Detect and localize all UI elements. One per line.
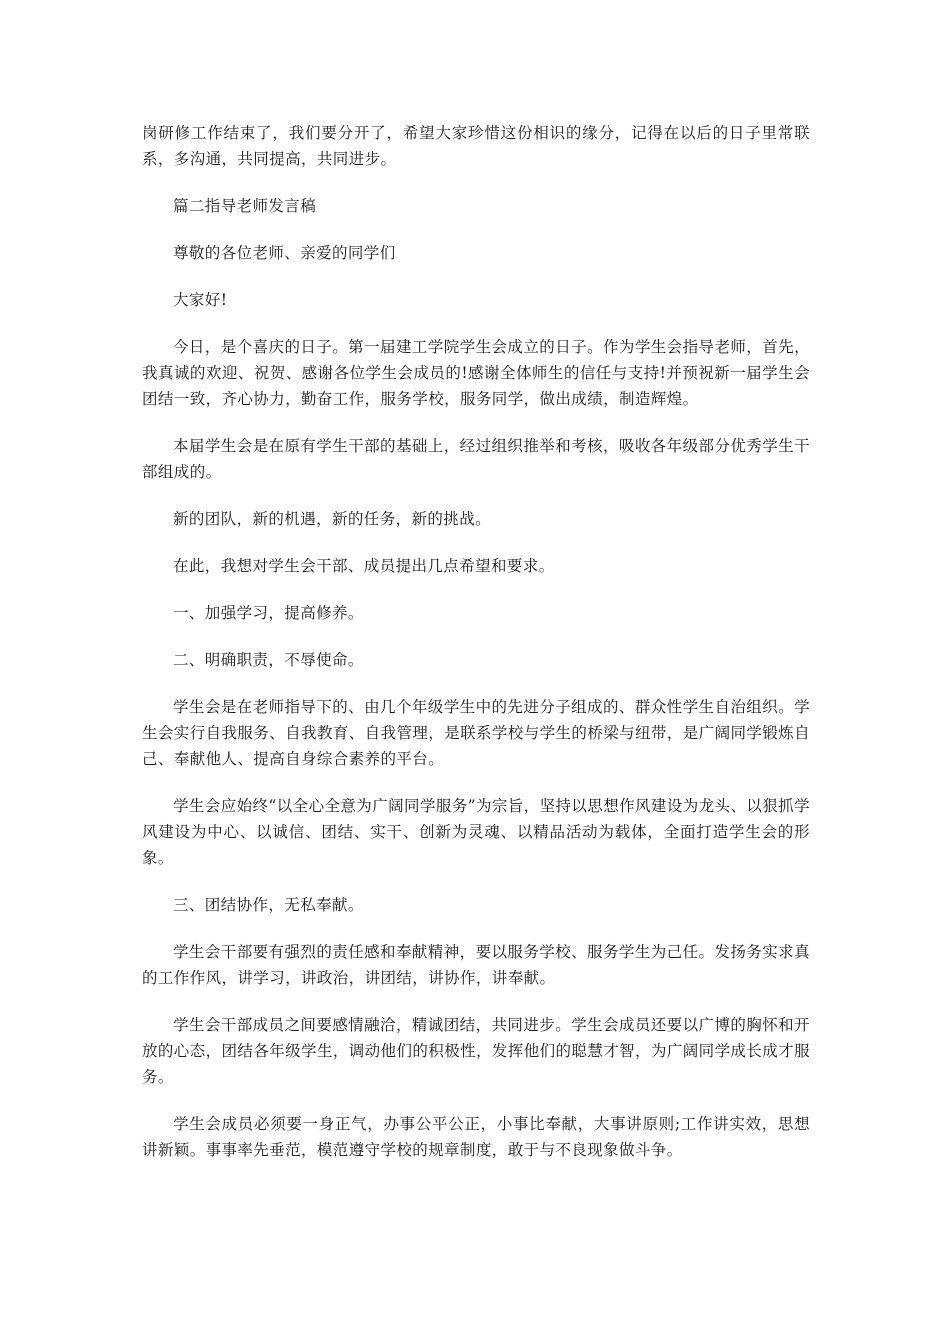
point-three-heading: 三、团结协作，无私奉献。	[173, 896, 364, 914]
paragraph-expectations: 在此，我想对学生会干部、成员提出几点希望和要求。	[173, 557, 555, 575]
section-heading: 篇二指导老师发言稿	[173, 197, 317, 215]
paragraph-opening: 今日，是个喜庆的日子。第一届建工学院学生会成立的日子。作为学生会指导老师，首先，我真诚的欢迎、祝贺、感谢各位学生会成员的!感谢全体师生的信任与支持!并预祝新一届学生会团结一致，齐心协力，勤奋工作，服务学校，服务同学，做出成绩，制造辉煌。	[142, 338, 810, 408]
paragraph-new-team: 新的团队，新的机遇，新的任务，新的挑战。	[173, 510, 492, 528]
document-body	[142, 120, 810, 1163]
paragraph-responsibility: 学生会干部要有强烈的责任感和奉献精神，要以服务学校、服务学生为己任。发扬务实求真的工作作风，讲学习，讲政治，讲团结，讲协作，讲奉献。	[142, 943, 810, 987]
greeting: 大家好!	[173, 291, 228, 309]
paragraph-student-union-role: 学生会是在老师指导下的、由几个年级学生中的先进分子组成的、群众性学生自治组织。学生会实行自我服务、自我教育、自我管理，是联系学校与学生的桥梁与纽带，是广阔同学锻炼自己、奉献他人、提高自身综合素养的平台。	[142, 698, 810, 768]
paragraph-continuation: 岗研修工作结束了，我们要分开了，希望大家珍惜这份相识的缘分，记得在以后的日子里常联系，多沟通，共同提高，共同进步。	[142, 124, 810, 168]
paragraph-purpose: 学生会应始终“以全心全意为广阔同学服务”为宗旨，坚持以思想作风建设为龙头、以狠抓学风建设为中心、以诚信、团结、实干、创新为灵魂、以精品活动为载体，全面打造学生会的形象。	[142, 797, 810, 867]
paragraph-integrity: 学生会成员必须要一身正气，办事公平公正，小事比奉献，大事讲原则;工作讲实效，思想讲新颖。事事率先垂范，模范遵守学校的规章制度，敢于与不良现象做斗争。	[142, 1115, 810, 1159]
point-one-heading: 一、加强学习，提高修养。	[173, 604, 364, 622]
salutation: 尊敬的各位老师、亲爱的同学们	[173, 244, 396, 262]
paragraph-unity: 学生会干部成员之间要感情融洽，精诚团结，共同进步。学生会成员还要以广博的胸怀和开放的心态，团结各年级学生，调动他们的积极性，发挥他们的聪慧才智，为广阔同学成长成才服务。	[142, 1016, 810, 1086]
paragraph-composition: 本届学生会是在原有学生干部的基础上，经过组织推举和考核，吸收各年级部分优秀学生干部组成的。	[142, 437, 810, 481]
point-two-heading: 二、明确职责，不辱使命。	[173, 651, 364, 669]
